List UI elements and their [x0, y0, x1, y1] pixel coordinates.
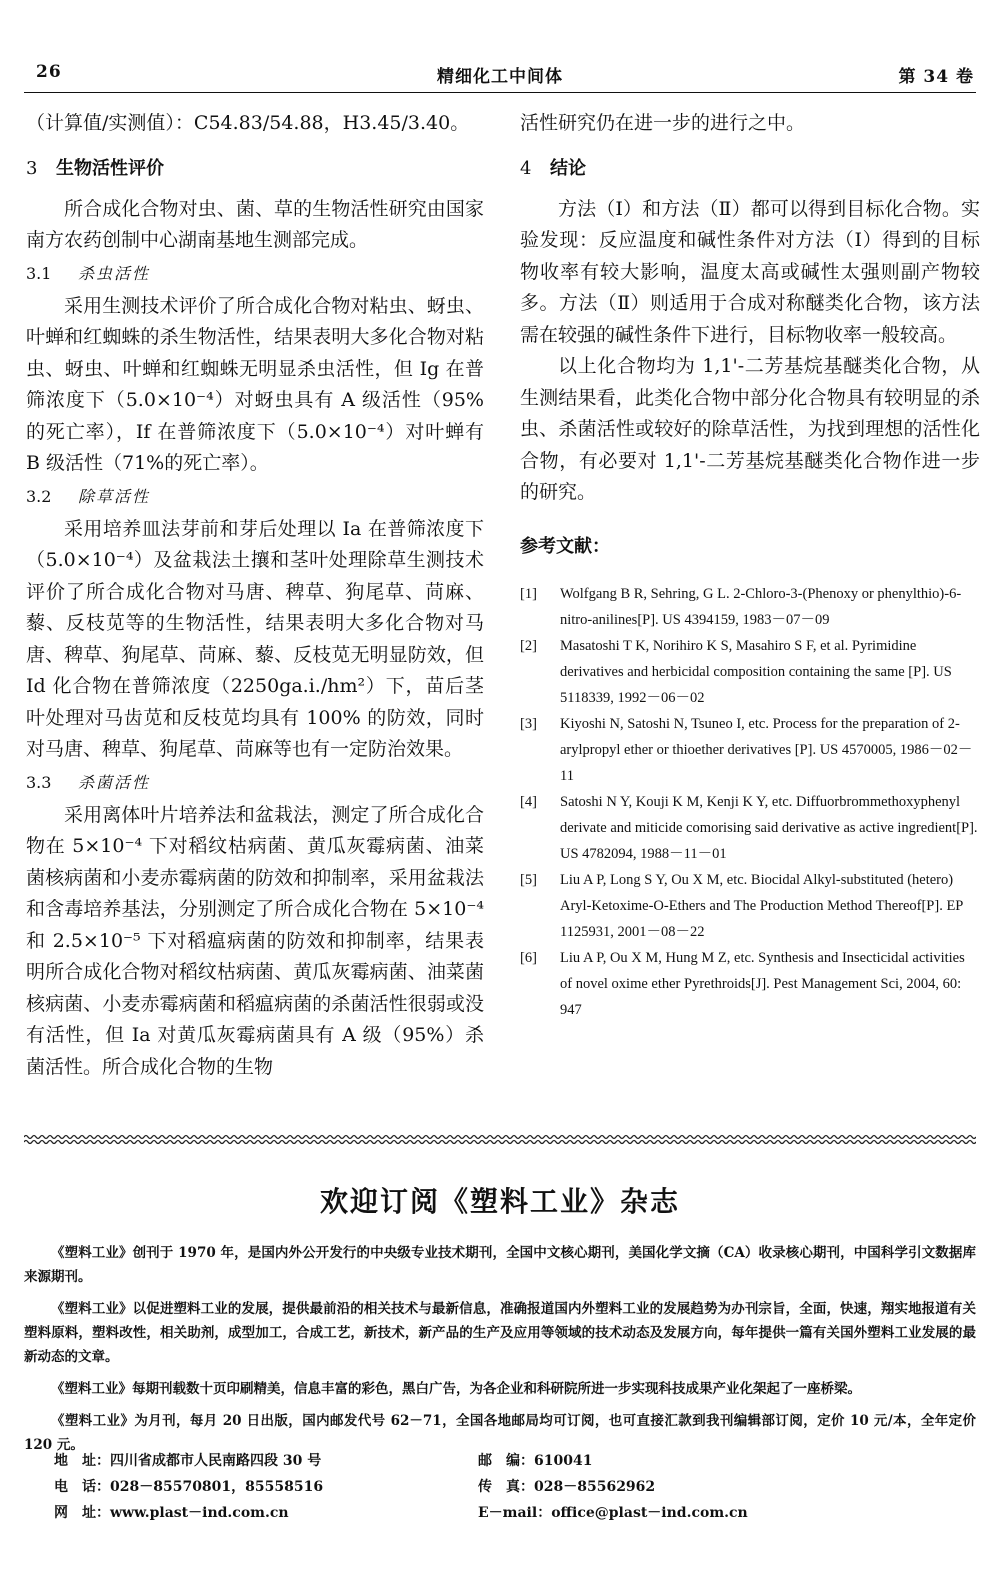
ad-paragraph: 《塑料工业》每期刊载数十页印刷精美，信息丰富的彩色，黑白广告，为各企业和科研院所进一步实现科技成果产业化架起了一座桥梁。 [51, 1381, 861, 1397]
reference-text: Masatoshi T K, Norihiro K S, Masahiro S F, et al. Pyrimidine derivatives and herbicidal composition containing the same [P]. US 5118339, 1992－06－02 [560, 637, 952, 706]
reference-item [520, 581, 980, 633]
section-number: 4 [520, 157, 532, 179]
running-title: 精细化工中间体 [437, 67, 563, 87]
subsection-heading [26, 482, 484, 512]
reference-list [520, 581, 980, 1023]
subsection-number: 3.3 [26, 772, 52, 792]
right-column [520, 108, 980, 1023]
header-rule [24, 92, 976, 93]
paragraph: 所合成化合物对虫、菌、草的生物活性研究由国家南方农药创制中心湖南基地生测部完成。 [26, 197, 484, 251]
reference-item [520, 945, 980, 1023]
references-heading: 参考文献： [520, 535, 610, 557]
reference-text: Wolfgang B R, Sehring, G L. 2-Chloro-3-(Phenoxy or phenylthio)-6-nitro-anilines[P]. US 4394159, 1983－07－09 [560, 585, 962, 628]
section-heading [26, 154, 484, 184]
subsection-number: 3.2 [26, 486, 52, 506]
reference-number: [3] [520, 715, 537, 732]
paragraph: 采用培养皿法芽前和芽后处理以 Ia 在普筛浓度下（5.0×10⁻⁴）及盆栽法土攘和茎叶处理除草生测技术评价了所合成化合物对马唐、稗草、狗尾草、苘麻、藜、反枝苋等的生物活性，结果表明大多化合物对马唐、稗草、狗尾草、苘麻、藜、反枝苋无明显防效，但 Id 化合物在普筛浓度（2250ga.i./hm²）下，苗后茎叶处理对马齿苋和反枝苋均具有 100% 的防效，同时对马唐、稗草、狗尾草、苘麻等也有一定防治效果。 [26, 517, 484, 760]
section-title: 结论 [550, 157, 586, 179]
paragraph: 方法（Ⅰ）和方法（Ⅱ）都可以得到目标化合物。实验发现：反应温度和碱性条件对方法（Ⅰ）得到的目标物收率有较大影响，温度太高或碱性太强则副产物较多。方法（Ⅱ）则适用于合成对称醚类化合物，该方法需在较强的碱性条件下进行，目标物收率一般较高。 [520, 197, 980, 346]
contact-info [54, 1448, 954, 1526]
reference-item [520, 633, 980, 711]
paragraph: 采用生测技术评价了所合成化合物对粘虫、蚜虫、叶蝉和红蜘蛛的杀生物活性，结果表明大多化合物对粘虫、蚜虫、叶蝉和红蜘蛛无明显杀虫活性，但 Ig 在普筛浓度下（5.0×10⁻⁴）对蚜虫具有 A 级活性（95%的死亡率），If 在普筛浓度下（5.0×10⁻⁴）对叶蝉有 B 级活性（71%的死亡率）。 [26, 294, 484, 474]
phone-text: 电 话：028－85570801，85558516 [54, 1479, 324, 1495]
section-heading [520, 154, 980, 184]
left-column [26, 108, 484, 1083]
postcode-text: 邮 编：610041 [478, 1453, 593, 1469]
section-title: 生物活性评价 [56, 157, 164, 179]
page-number: 26 [36, 62, 62, 82]
reference-text: Liu A P, Long S Y, Ou X M, etc. Biocidal Alkyl-substituted (hetero) Aryl-Ketoxime-O-Ethers and The Production Method Thereof[P]. EP 1125931, 2001－08－22 [560, 871, 963, 940]
reference-number: [1] [520, 585, 537, 602]
reference-number: [6] [520, 949, 537, 966]
subsection-title: 除草活性 [78, 486, 151, 506]
paragraph: 以上化合物均为 1,1'-二芳基烷基醚类化合物，从生测结果看，此类化合物中部分化合物具有较明显的杀虫、杀菌活性或较好的除草活性，为找到理想的活性化合物，有必要对 1,1'-二芳基烷基醚类化合物作进一步的研究。 [520, 355, 980, 503]
subsection-title: 杀虫活性 [78, 263, 151, 283]
reference-item [520, 867, 980, 945]
ad-paragraph: 《塑料工业》创刊于 1970 年，是国内外公开发行的中央级专业技术期刊，全国中文核心期刊，美国化学文摘（CA）收录核心期刊，中国科学引文数据库来源期刊。 [24, 1245, 976, 1285]
fax-text: 传 真：028－85562962 [478, 1479, 656, 1495]
paragraph: 活性研究仍在进一步的进行之中。 [520, 112, 806, 134]
reference-text: Kiyoshi N, Satoshi N, Tsuneo I, etc. Process for the preparation of 2-arylpropyl ether or thioether derivatives [P]. US 4570005, 1986－02－11 [560, 715, 973, 784]
reference-number: [5] [520, 871, 537, 888]
ad-paragraph: 《塑料工业》以促进塑料工业的发展，提供最前沿的相关技术与最新信息，准确报道国内外塑料工业的发展趋势为办刊宗旨，全面，快速，翔实地报道有关塑料原料，塑料改性，相关助剂，成型加工，合成工艺，新技术，新产品的生产及应用等领域的技术动态及发展方向，每年提供一篇有关国外塑料工业发展的最新动态的文章。 [24, 1301, 976, 1365]
section-number: 3 [26, 157, 38, 179]
reference-number: [4] [520, 793, 537, 810]
ad-paragraph: 《塑料工业》为月刊，每月 20 日出版，国内邮发代号 62－71，全国各地邮局均可订阅，也可直接汇款到我刊编辑部订阅，定价 10 元/本，全年定价 120 元。 [24, 1413, 976, 1453]
subsection-heading [26, 259, 484, 289]
ad-title: 欢迎订阅《塑料工业》杂志 [319, 1185, 680, 1218]
reference-item [520, 789, 980, 867]
reference-item [520, 711, 980, 789]
wavy-divider [24, 1132, 976, 1146]
subsection-number: 3.1 [26, 263, 52, 283]
website-link[interactable]: 网 址：www.plast－ind.com.cn [54, 1505, 289, 1521]
reference-text: Satoshi N Y, Kouji K M, Kenji K Y, etc. Diffuorbrommethoxyphenyl derivate and miticide comorising said derivative as active ingredient[P]. US 4782094, 1988－11－01 [560, 793, 978, 862]
email-link[interactable]: E－mail：office@plast－ind.com.cn [478, 1505, 748, 1521]
volume-label: 第 34 卷 [898, 67, 974, 87]
ad-body [24, 1241, 976, 1465]
paragraph: （计算值/实测值）：C54.83/54.88，H3.45/3.40。 [26, 112, 470, 134]
reference-text: Liu A P, Ou X M, Hung M Z, etc. Synthesis and Insecticidal activities of novel oxime ether Pyrethroids[J]. Pest Management Sci, 2004, 60: 947 [560, 949, 965, 1018]
paragraph: 采用离体叶片培养法和盆栽法，测定了所合成化合物在 5×10⁻⁴ 下对稻纹枯病菌、黄瓜灰霉病菌、油菜菌核病菌和小麦赤霉病菌的防效和抑制率，采用盆栽法和含毒培养基法，分别测定了所合成化合物在 5×10⁻⁴ 和 2.5×10⁻⁵ 下对稻瘟病菌的防效和抑制率，结果表明所合成化合物对稻纹枯病菌、黄瓜灰霉病菌、油菜菌核病菌、小麦赤霉病菌和稻瘟病菌的杀菌活性很弱或没有活性，但 Ia 对黄瓜灰霉病菌具有 A 级（95%）杀菌活性。所合成化合物的生物 [26, 803, 484, 1078]
address-text: 地 址：四川省成都市人民南路四段 30 号 [54, 1453, 322, 1469]
subsection-heading [26, 768, 484, 798]
reference-number: [2] [520, 637, 537, 654]
subsection-title: 杀菌活性 [78, 772, 151, 792]
